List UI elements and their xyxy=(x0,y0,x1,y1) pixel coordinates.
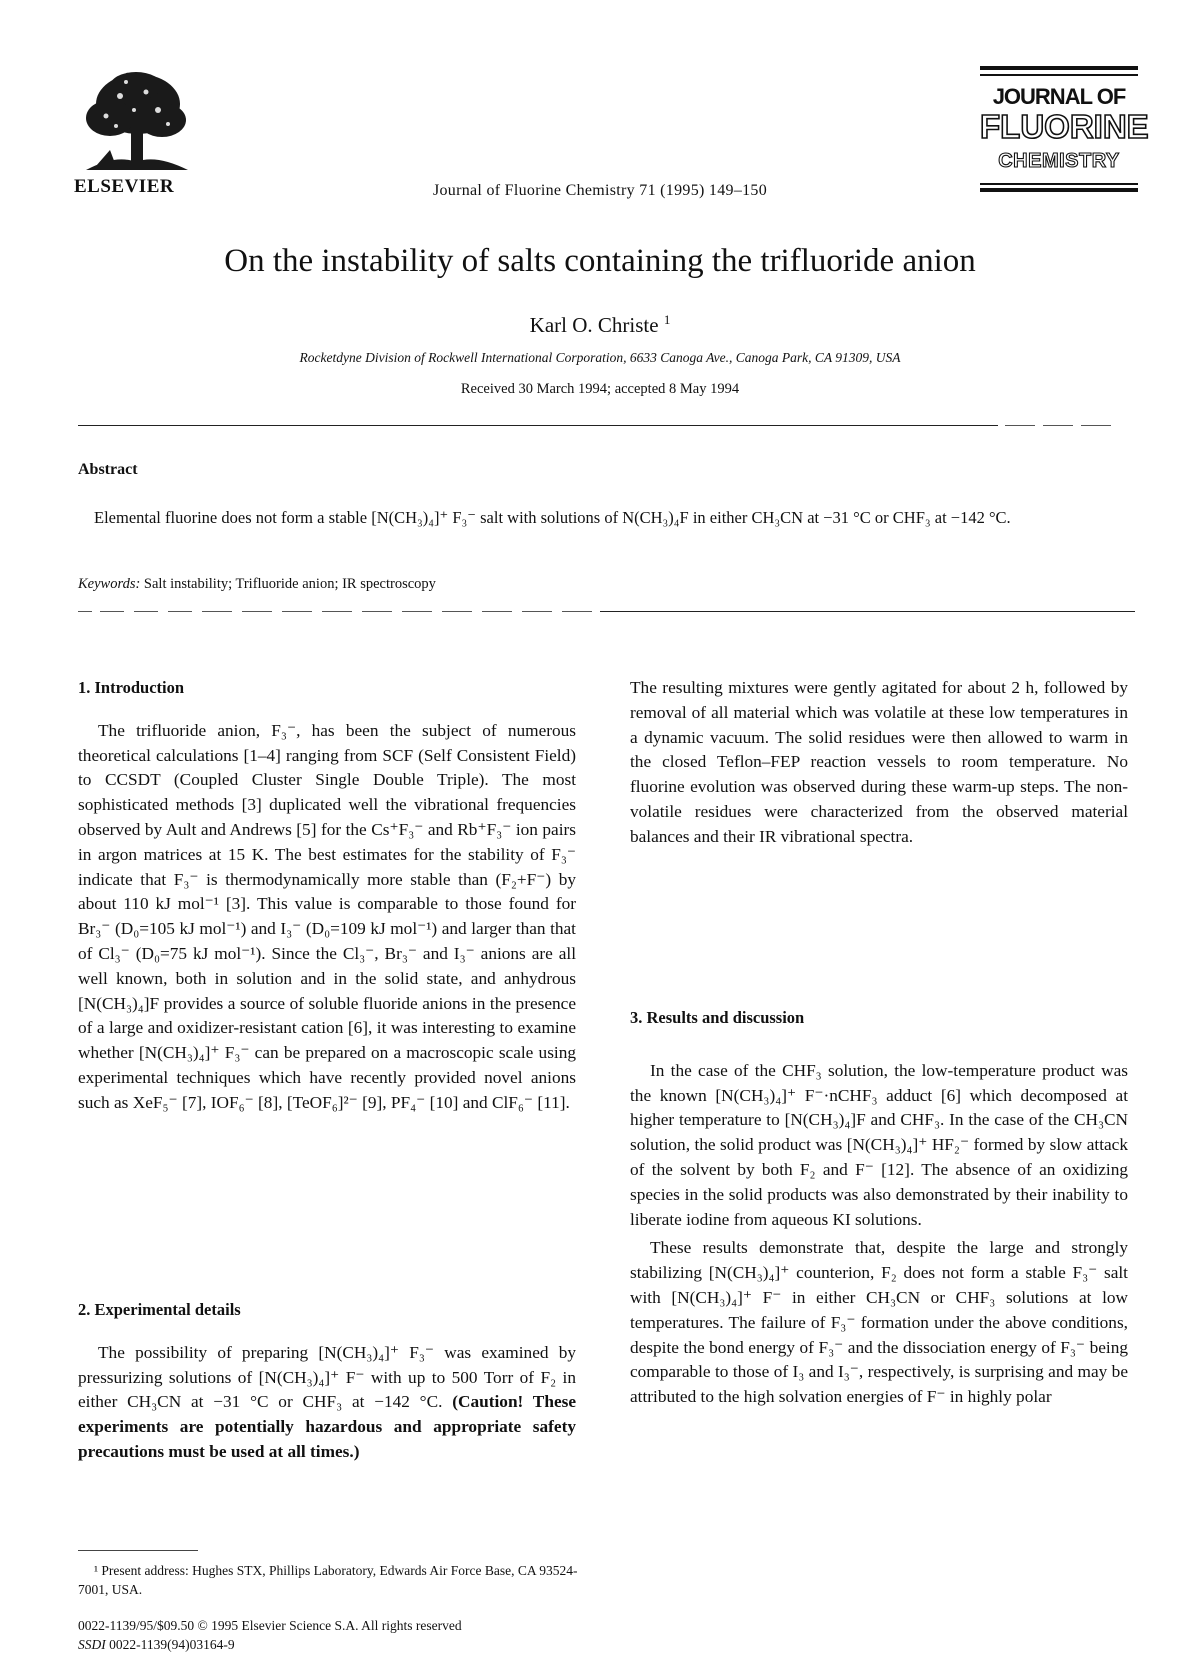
abstract-rule-dash xyxy=(562,611,592,612)
ssdi-label: SSDI xyxy=(78,1637,106,1652)
abstract-rule-dash xyxy=(482,611,512,612)
header-rule xyxy=(78,425,998,426)
ssdi-line xyxy=(78,1635,462,1654)
experimental-continued xyxy=(630,676,1128,850)
experimental-text: The possibility of preparing [N(CH₃)₄]⁺ F₃⁻ was examined by pressurizing solutions of [N(CH₃)₄]⁺ F⁻ with up to 500 Torr of F₂ in either CH₃CN at −31 °C or CHF₃ at −142 °C. xyxy=(78,1342,576,1412)
caution-text-start: (Caution! These experiments are potentially hazardous and appropriate safety precautions must be used at all times.) xyxy=(78,1392,577,1461)
article-title: On the instability of salts containing the trifluoride anion xyxy=(224,243,976,279)
abstract-rule-dash xyxy=(442,611,472,612)
abstract-text: Elemental fluorine does not form a stable [N(CH₃)₄]⁺ F₃⁻ salt with solutions of N(CH₃)₄F in either CH₃CN at −31 °C or CHF₃ at −142 °C. xyxy=(94,508,1011,527)
elsevier-logo xyxy=(76,66,196,178)
received-dates: Received 30 March 1994; accepted 8 May 1994 xyxy=(460,381,740,397)
journal-logo xyxy=(980,64,1149,198)
keywords xyxy=(78,576,436,593)
abstract-heading: Abstract xyxy=(78,461,138,478)
journal-logo-line3: CHEMISTRY xyxy=(998,150,1120,172)
logo-rule-bottom xyxy=(980,188,1138,192)
copyright-line: 0022-1139/95/$09.50 © 1995 Elsevier Science S.A. All rights reserved xyxy=(78,1618,462,1633)
abstract-rule xyxy=(600,611,1135,612)
abstract-rule-dash xyxy=(522,611,552,612)
intro-paragraph: The trifluoride anion, F₃⁻, has been the subject of numerous theoretical calculations [1–4] ranging from SCF (Self Consistent Field) to CCSDT (Coupled Cluster Single Double Triple). The most sophisticated methods [3] duplicated well the vibrational frequencies observed by Ault and Andrews [5] for the Cs⁺F₃⁻ and Rb⁺F₃⁻ ion pairs in argon matrices at 15 K. The best estimates for the stability of F₃⁻ indicate that F₃⁻ is thermodynamically more stable than (F₂+F⁻) by about 110 kJ mol⁻¹ [3]. This value is comparable to those found for Br₃⁻ (D₀=105 kJ mol⁻¹) and I₃⁻ (D₀=109 kJ mol⁻¹) and larger than that of Cl₃⁻ (D₀=75 kJ mol⁻¹). Since the Cl₃⁻, Br₃⁻ and I₃⁻ anions are all well known, both in solution and in the solid state, and anhydrous [N(CH₃)₄]F provides a source of soluble fluoride anions in the presence of a large and oxidizer-resistant cation [6], it was interesting to examine whether [N(CH₃)₄]⁺ F₃⁻ can be prepared on a macroscopic scale using experimental techniques which have recently provided novel anions such as XeF₅⁻ [7], IOF₆⁻ [8], [TeOF₆]²⁻ [9], PF₄⁻ [10] and ClF₆⁻ [11]. xyxy=(78,720,576,1112)
section-heading-results: 3. Results and discussion xyxy=(630,1008,805,1027)
abstract-rule-dash xyxy=(134,611,158,612)
elsevier-tree-icon xyxy=(76,66,196,178)
publisher-name: ELSEVIER xyxy=(74,176,175,197)
header-rule-dash xyxy=(1081,425,1111,426)
results-paragraph-1: In the case of the CHF₃ solution, the low-temperature product was the known [N(CH₃)₄]⁺ F⁻·nCHF₃ adduct [6] which decomposed at higher temperature to [N(CH₃)₄]F and CHF₃. In the case of the CH₃CN solution, the solid product was [N(CH₃)₄]⁺ HF₂⁻ formed by slow attack of the solvent by both F₂ and F⁻ [12]. The absence of an oxidizing species in the solid products was also demonstrated by their inability to liberate iodine from aqueous KI solutions. xyxy=(630,1060,1128,1229)
abstract-rule-dash xyxy=(362,611,392,612)
author-line xyxy=(0,312,1200,338)
abstract-rule-dash xyxy=(202,611,232,612)
ssdi-value: 0022-1139(94)03164-9 xyxy=(109,1637,235,1652)
author-affiliation: Rocketdyne Division of Rockwell International Corporation, 6633 Canoga Ave., Canoga Park, CA 91309, USA xyxy=(299,350,901,365)
abstract-rule-dash xyxy=(78,611,92,612)
abstract-rule-dash xyxy=(402,611,432,612)
author-name: Karl O. Christe xyxy=(529,313,659,337)
footnote xyxy=(78,1561,588,1599)
results-paragraph-2: These results demonstrate that, despite the large and strongly stabilizing [N(CH₃)₄]⁺ counterion, F₂ does not form a stable F₃⁻ salt with [N(CH₃)₄]⁺ F⁻ in either CH₃CN or CHF₃ solutions at low temperatures. The failure of F₃⁻ formation under the above conditions, despite the bond energy of F₃⁻ and the dissociation energy of F₃⁻ being comparable to those of I₃ and I₃⁻, respectively, is surprising and may be attributed to the high solvation energies of F⁻ in highly polar xyxy=(630,1238,1128,1407)
intro-section xyxy=(78,676,576,1116)
abstract-rule-dash xyxy=(242,611,272,612)
experimental-section xyxy=(78,1298,576,1465)
footnote-rule xyxy=(78,1550,198,1551)
header-rule-dash xyxy=(1005,425,1035,426)
journal-citation: Journal of Fluorine Chemistry 71 (1995) 149–150 xyxy=(432,182,768,199)
abstract-rule-dash xyxy=(100,611,124,612)
experimental-paragraph xyxy=(78,1341,576,1465)
copyright-block xyxy=(78,1616,462,1654)
keywords-label: Keywords: xyxy=(78,576,141,592)
keywords-text: Salt instability; Trifluoride anion; IR spectroscopy xyxy=(143,576,436,592)
footnote-text: ¹ Present address: Hughes STX, Phillips Laboratory, Edwards Air Force Base, CA 93524-7001, USA. xyxy=(78,1563,578,1597)
author-footnote-mark: 1 xyxy=(663,312,671,327)
results-section xyxy=(630,1006,1128,1410)
journal-logo-line1: JOURNAL OF xyxy=(992,84,1126,109)
logo-rule-top xyxy=(980,66,1138,70)
section-heading-experimental: 2. Experimental details xyxy=(78,1300,241,1319)
journal-logo-line2: FLUORINE xyxy=(980,108,1149,145)
logo-rule-bottom-thin xyxy=(980,183,1138,185)
abstract-rule-dash xyxy=(322,611,352,612)
logo-rule-top-thin xyxy=(980,74,1138,76)
header-rule-dash xyxy=(1043,425,1073,426)
experimental-paragraph-cont: The resulting mixtures were gently agitated for about 2 h, followed by removal of all material which was volatile at these low temperatures in a dynamic vacuum. The solid residues were then allowed to warm in the closed Teflon–FEP reaction vessels to room temperature. No fluorine evolution was observed during these warm-up steps. The non-volatile residues were characterized from the observed material balances and their IR vibrational spectra. xyxy=(630,678,1128,846)
abstract-rule-dash xyxy=(282,611,312,612)
abstract-rule-dash xyxy=(168,611,192,612)
section-heading-intro: 1. Introduction xyxy=(78,678,185,697)
